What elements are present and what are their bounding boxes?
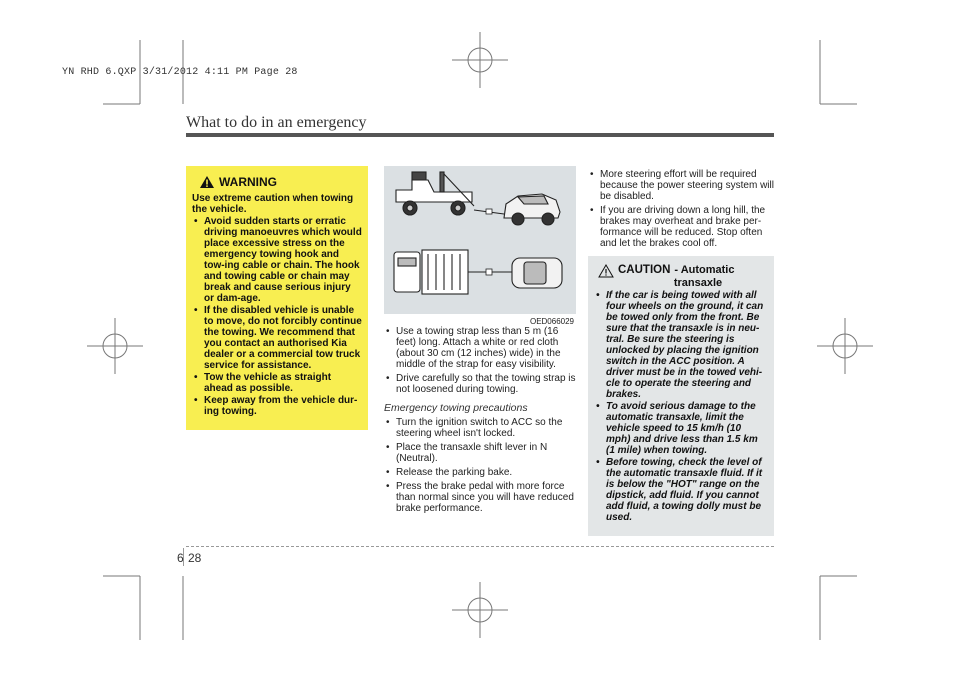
- list-item: • More steering effort will be required because the power steering system will be disabled.: [588, 169, 774, 202]
- caution-subtitle-line2: transaxle: [673, 277, 723, 289]
- list-item: • If you are driving down a long hill, the brakes may overheat and brake per-formance will be reduced. Stop often and let the brakes cool off.: [588, 205, 774, 249]
- hatchback-side: [504, 194, 560, 225]
- middle-text: [384, 326, 576, 514]
- right-column: [588, 166, 774, 249]
- list-item: • Before towing, check the level of the automatic transaxle fluid. If it is below the "HOT" range on the dipstick, add fluid. If you cannot add fluid, a towing dolly must be used.: [594, 457, 768, 523]
- precautions-heading: Emergency towing precautions: [384, 402, 528, 414]
- caution-box: [588, 256, 774, 536]
- print-slug: YN RHD 6.QXP 3/31/2012 4:11 PM Page 28: [62, 67, 298, 78]
- page-title: What to do in an emergency: [186, 114, 367, 131]
- page-number: 28: [188, 551, 202, 565]
- towing-list: [384, 326, 576, 395]
- chapter-number: 6: [177, 551, 184, 565]
- list-item: • Avoid sudden starts or erratic driving manoeuvres which would place excessive stress on the emergency towing hook and tow-ing cable or chain. The hook and towing cable or chain may break and cause serious injury or dam-age.: [192, 216, 362, 304]
- list-item: • If the car is being towed with all four wheels on the ground, it can be towed only from the front. Be sure that the transaxle is in neu-tral. Be sure the steering is unlocked by placing the ignition switch in the ACC position. A driver must be in the towed vehi-cle to operate the steering and brakes.: [594, 290, 768, 400]
- title-rule: [186, 133, 774, 137]
- middle-column: [384, 166, 576, 514]
- caution-title: CAUTION: [618, 264, 671, 276]
- list-item: • Press the brake pedal with more force than normal since you will have reduced brake performance.: [384, 481, 576, 514]
- warning-box: [186, 166, 368, 430]
- right-list: [588, 169, 774, 249]
- warning-triangle-icon: [200, 176, 214, 188]
- list-item: • Place the transaxle shift lever in N (Neutral).: [384, 442, 576, 464]
- caution-subtitle: - Automatic: [674, 264, 735, 276]
- warning-list: [192, 216, 362, 417]
- tow-illustration: [384, 166, 576, 314]
- tow-truck-side: [396, 172, 474, 215]
- warning-title: WARNING: [219, 175, 277, 189]
- caution-list: [594, 290, 768, 523]
- list-item: • To avoid serious damage to the automatic transaxle, limit the vehicle speed to 15 km/h (10 mph) and drive less than 1.5 km (1 mile) when towing.: [594, 401, 768, 456]
- caution-header: [598, 264, 768, 278]
- towing-figure: [384, 166, 576, 326]
- list-item: • Turn the ignition switch to ACC so the steering wheel isn't locked.: [384, 417, 576, 439]
- list-item: • If the disabled vehicle is unable to move, do not forcibly continue the towing. We recommend that you contact an authorised Kia dealer or a commercial tow truck service for assistance.: [192, 305, 362, 371]
- list-item: • Release the parking bake.: [384, 467, 576, 478]
- precautions-list: [384, 417, 576, 514]
- list-item: • Drive carefully so that the towing strap is not loosened during towing.: [384, 373, 576, 395]
- warning-header: [200, 175, 362, 189]
- list-item: • Use a towing strap less than 5 m (16 feet) long. Attach a white or red cloth (about 30 cm (12 inches) wide) in the middle of the strap for easy visibility.: [384, 326, 576, 370]
- caution-triangle-icon: [598, 264, 614, 278]
- warning-intro: Use extreme caution when towing the vehicle.: [192, 193, 354, 215]
- list-item: • Tow the vehicle as straight ahead as possible.: [192, 372, 362, 394]
- list-item: • Keep away from the vehicle dur-ing towing.: [192, 395, 362, 417]
- tow-truck-top: [394, 250, 468, 294]
- footer-rule: [186, 546, 774, 547]
- figure-code: OED066029: [529, 317, 574, 326]
- hatchback-top: [512, 258, 562, 288]
